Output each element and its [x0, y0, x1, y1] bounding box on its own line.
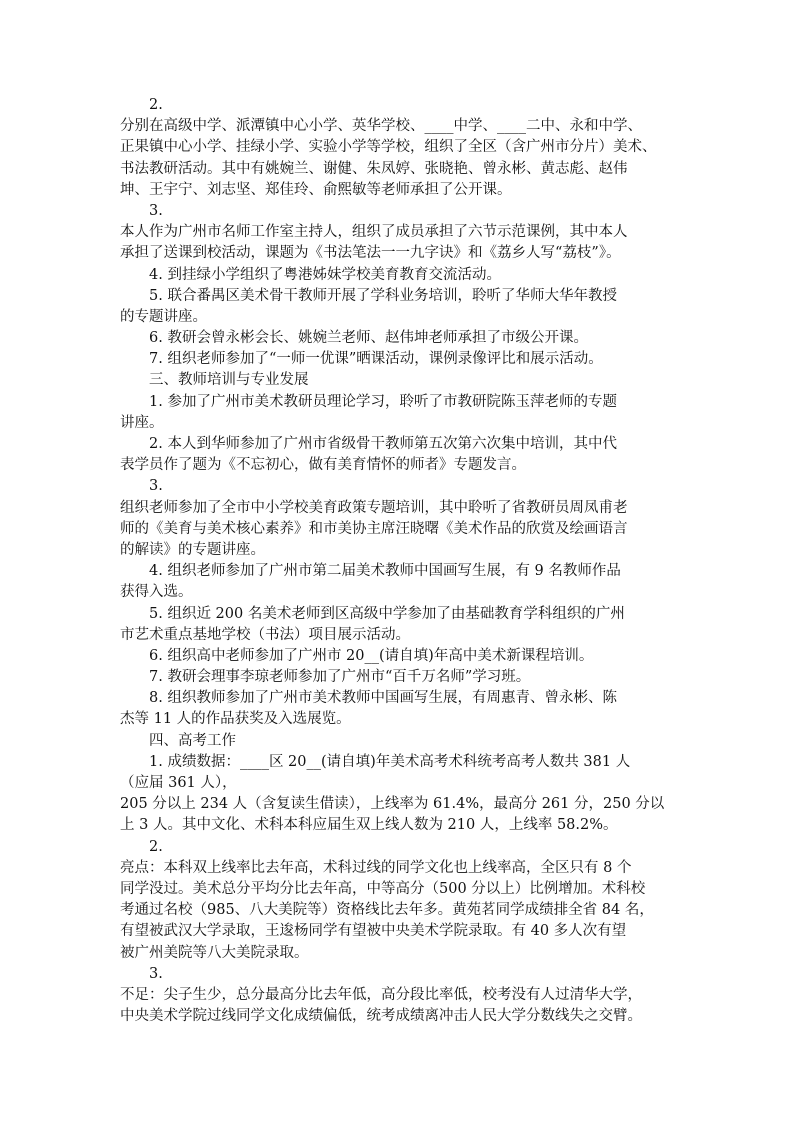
text-line: 1. 成绩数据：____区 20__(请自填)年美术高考术科统考高考人数共 381 人 [149, 753, 631, 770]
text-line: 6. 组织高中老师参加了广州市 20__(请自填)年高中美术新课程培训。 [149, 647, 594, 664]
text-line: 5. 组织近 200 名美术老师到区高级中学参加了由基础教育学科组织的广州 [149, 605, 625, 622]
text-line: 分别在高级中学、派潭镇中心小学、英华学校、____中学、____二中、永和中学、 [120, 118, 642, 135]
document-body [120, 95, 680, 1027]
text-line: 获得入选。 [120, 584, 193, 601]
text-line: 考通过名校（985、八大美院等）资格线比去年多。黄苑茗同学成绩排全省 84 名， [120, 902, 654, 919]
text-line: 的专题讲座。 [120, 308, 207, 325]
text-line: 正果镇中心小学、挂绿小学、实验小学等学校，组织了全区（含广州市分片）美术、 [120, 139, 657, 156]
text-line: 讲座。 [120, 414, 164, 431]
text-line: 中央美术学院过线同学文化成绩偏低，统考成绩离冲击人民大学分数线失之交臂。 [120, 1008, 642, 1025]
text-line: 三、教师培训与专业发展 [149, 372, 309, 389]
text-line: 不足：尖子生少，总分最高分比去年低，高分段比率低，校考没有人过清华大学， [120, 986, 642, 1003]
text-line: 市艺术重点基地学校（书法）项目展示活动。 [120, 626, 410, 643]
text-line: 亮点：本科双上线率比去年高，术科过线的同学文化也上线率高，全区只有 8 个 [120, 859, 632, 876]
text-line: 师的《美育与美术核心素养》和市美协主席汪晓曙《美术作品的欣赏及绘画语言 [120, 520, 628, 537]
text-line: 4. 组织老师参加了广州市第二届美术教师中国画写生展，有 9 名教师作品 [149, 563, 621, 580]
text-line: 2. [149, 838, 163, 855]
text-line: 四、高考工作 [149, 732, 236, 749]
text-line: 3. [149, 965, 163, 982]
text-line: （应届 361 人）， [120, 775, 237, 791]
text-line: 组织老师参加了全市中小学校美育政策专题培训，其中聆听了省教研员周凤甫老 [120, 499, 628, 516]
text-line: 本人作为广州市名师工作室主持人，组织了成员承担了六节示范课例，其中本人 [120, 224, 628, 241]
text-line: 2. [149, 97, 163, 113]
text-line: 4. 到挂绿小学组织了粤港姊妹学校美育教育交流活动。 [149, 266, 501, 283]
text-line: 杰等 11 人的作品获奖及入选展览。 [120, 711, 351, 728]
text-line: 的解读》的专题讲座。 [120, 541, 265, 558]
text-line: 有望被武汉大学录取，王逡杨同学有望被中央美术学院录取。有 40 多人次有望 [120, 923, 627, 940]
text-line: 同学没过。美术总分平均分比去年高，中等高分（500 分以上）比例增加。术科校 [120, 880, 646, 897]
text-line: 8. 组织教师参加了广州市美术教师中国画写生展，有周惠青、曾永彬、陈 [149, 690, 617, 707]
text-line: 7. 组织老师参加了“一师一优课”晒课活动，课例录像评比和展示活动。 [149, 351, 603, 368]
text-line: 3. [149, 202, 163, 219]
text-line: 表学员作了题为《不忘初心，做有美育情怀的师者》专题发言。 [120, 457, 526, 474]
text-line: 书法教研活动。其中有姚婉兰、谢健、朱凤婷、张晓艳、曾永彬、黄志彪、赵伟 [120, 160, 628, 177]
text-line: 205 分以上 234 人（含复读生借读），上线率为 61.4%，最高分 261 分，250 分以 [120, 796, 665, 813]
text-line: 1. 参加了广州市美术教研员理论学习，聆听了市教研院陈玉萍老师的专题 [149, 393, 617, 410]
text-line: 7. 教研会理事李琼老师参加了广州市“百千万名师”学习班。 [149, 669, 531, 686]
text-line: 6. 教研会曾永彬会长、姚婉兰老师、赵伟坤老师承担了市级公开课。 [149, 330, 588, 347]
text-line: 承担了送课到校活动，课题为《书法笔法一一九字诀》和《荔乡人写“荔枝”》。 [120, 245, 621, 262]
text-line: 5. 联合番禺区美术骨干教师开展了学科业务培训，聆听了华师大华年教授 [149, 287, 617, 304]
text-line: 2. 本人到华师参加了广州市省级骨干教师第五次第六次集中培训，其中代 [149, 436, 617, 452]
text-line: 3. [149, 478, 163, 495]
text-line: 上 3 人。其中文化、术科本科应届生双上线人数为 210 人，上线率 58.2%。 [120, 817, 618, 834]
text-line: 被广州美院等八大美院录取。 [120, 944, 309, 961]
text-line: 坤、王宇宁、刘志坚、郑佳玲、俞熙敏等老师承担了公开课。 [120, 181, 512, 198]
